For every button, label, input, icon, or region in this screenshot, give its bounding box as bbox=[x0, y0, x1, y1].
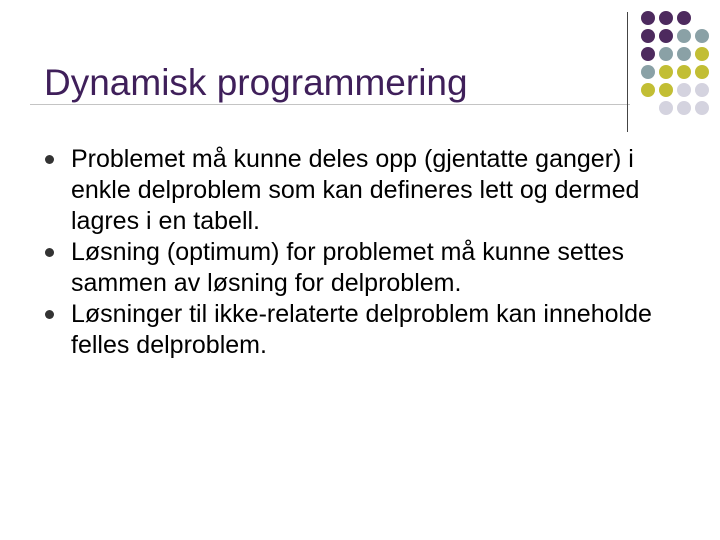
bullet-text: Problemet må kunne deles opp (gjentatte ganger) i enkle delproblem som kan defineres lett og dermed lagres i en tabell. bbox=[71, 145, 640, 235]
bullet-item bbox=[45, 237, 685, 299]
bullet-dot-icon bbox=[45, 310, 54, 319]
decorative-dot bbox=[659, 47, 673, 61]
bullet-list bbox=[45, 144, 685, 361]
decorative-dot bbox=[677, 65, 691, 79]
decorative-dot-grid bbox=[0, 0, 720, 140]
decorative-dot bbox=[677, 11, 691, 25]
decorative-dot bbox=[695, 101, 709, 115]
decorative-dot bbox=[641, 11, 655, 25]
decorative-dot bbox=[695, 29, 709, 43]
decorative-dot bbox=[677, 29, 691, 43]
decorative-dot bbox=[641, 83, 655, 97]
decorative-dot bbox=[641, 29, 655, 43]
decorative-dot bbox=[659, 83, 673, 97]
bullet-dot-icon bbox=[45, 248, 54, 257]
decorative-dot bbox=[695, 65, 709, 79]
bullet-item bbox=[45, 299, 685, 361]
bullet-text: Løsning (optimum) for problemet må kunne settes sammen av løsning for delproblem. bbox=[71, 238, 625, 297]
decorative-dot bbox=[695, 83, 709, 97]
decorative-dot bbox=[695, 47, 709, 61]
decorative-dot bbox=[659, 65, 673, 79]
decorative-dot bbox=[641, 65, 655, 79]
decorative-dot bbox=[659, 11, 673, 25]
decorative-dot bbox=[677, 47, 691, 61]
bullet-text: Løsninger til ikke-relaterte delproblem kan inneholde felles delproblem. bbox=[71, 300, 652, 359]
decorative-dot bbox=[659, 29, 673, 43]
decorative-dot bbox=[677, 83, 691, 97]
decorative-dot bbox=[641, 47, 655, 61]
decorative-dot bbox=[659, 101, 673, 115]
decorative-dot bbox=[677, 101, 691, 115]
slide-title: Dynamisk programmering bbox=[44, 62, 468, 103]
bullet-dot-icon bbox=[45, 155, 54, 164]
bullet-item bbox=[45, 144, 685, 237]
